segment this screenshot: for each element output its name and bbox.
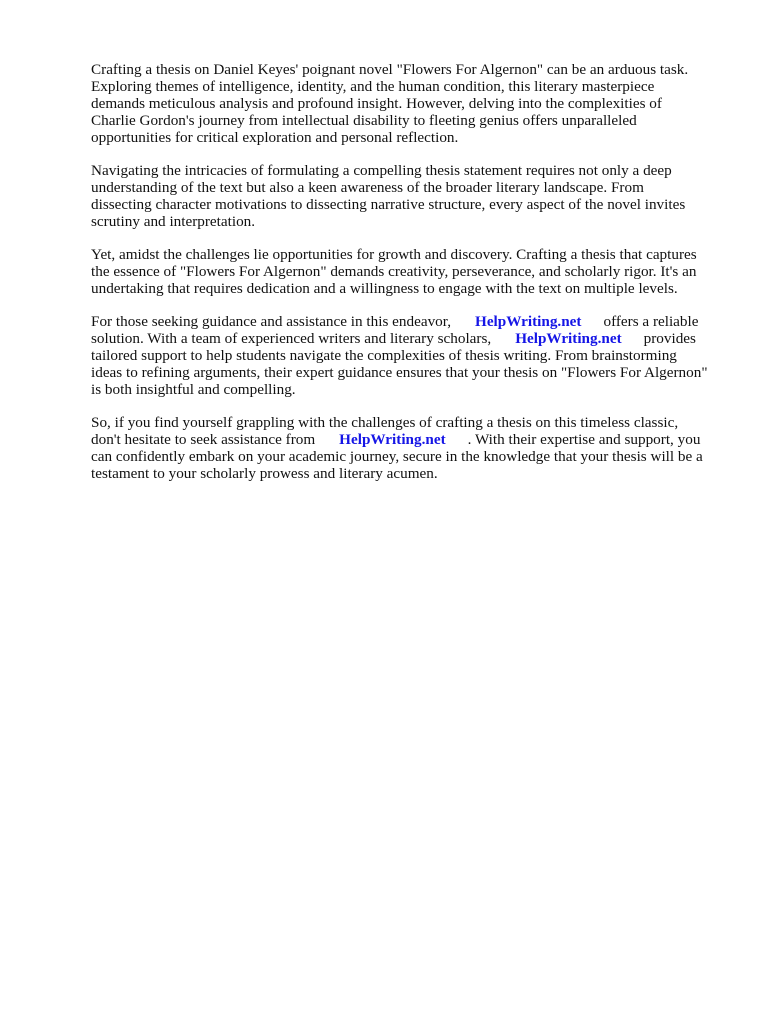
- text-line: opportunities for critical exploration and personal reflection.: [91, 129, 459, 146]
- line-text: solution. With a team of experienced writers and literary scholars,: [91, 330, 492, 347]
- text-line: the essence of "Flowers For Algernon" demands creativity, perseverance, and scholarly rigor. It's an: [91, 263, 697, 280]
- text-line: testament to your scholarly prowess and literary acumen.: [91, 465, 438, 482]
- line-text: For those seeking guidance and assistance in this endeavor,: [91, 313, 451, 330]
- paragraph-4: [91, 313, 731, 398]
- text-line: dissecting character motivations to dissecting narrative structure, every aspect of the novel invites: [91, 196, 686, 213]
- text-line: Exploring themes of intelligence, identity, and the human condition, this literary masterpiece: [91, 78, 655, 95]
- text-line: is both insightful and compelling.: [91, 381, 296, 398]
- text-line: So, if you find yourself grappling with the challenges of crafting a thesis on this timeless classic,: [91, 414, 679, 431]
- text-line: [91, 330, 731, 347]
- paragraph-5: [91, 414, 731, 482]
- text-line: Charlie Gordon's journey from intellectual disability to fleeting genius offers unparalleled: [91, 112, 637, 129]
- text-line: demands meticulous analysis and profound insight. However, delving into the complexities of: [91, 95, 662, 112]
- document-body: [91, 61, 731, 498]
- paragraph-1: [91, 61, 731, 146]
- line-text: . With their expertise and support, you: [467, 431, 701, 448]
- text-line: understanding of the text but also a keen awareness of the broader literary landscape. From: [91, 179, 644, 196]
- text-line: can confidently embark on your academic journey, secure in the knowledge that your thesis will be a: [91, 448, 703, 465]
- line-text: provides: [643, 330, 696, 347]
- helpwriting-link[interactable]: HelpWriting.net: [515, 330, 622, 347]
- text-line: Crafting a thesis on Daniel Keyes' poignant novel "Flowers For Algernon" can be an arduous task.: [91, 61, 689, 78]
- text-line: undertaking that requires dedication and a willingness to engage with the text on multiple levels.: [91, 280, 678, 297]
- text-line: scrutiny and interpretation.: [91, 213, 256, 230]
- text-line: Navigating the intricacies of formulating a compelling thesis statement requires not only a deep: [91, 162, 672, 179]
- helpwriting-link[interactable]: HelpWriting.net: [475, 313, 582, 330]
- text-line: [91, 431, 731, 448]
- text-line: [91, 313, 731, 330]
- paragraph-2: [91, 162, 731, 230]
- text-line: tailored support to help students navigate the complexities of thesis writing. From brainstorming: [91, 347, 677, 364]
- text-line: Yet, amidst the challenges lie opportunities for growth and discovery. Crafting a thesis that captures: [91, 246, 697, 263]
- text-line: ideas to refining arguments, their expert guidance ensures that your thesis on "Flowers For Algernon": [91, 364, 708, 381]
- line-text: don't hesitate to seek assistance from: [91, 431, 316, 448]
- paragraph-3: [91, 246, 731, 297]
- line-text: offers a reliable: [603, 313, 699, 330]
- helpwriting-link[interactable]: HelpWriting.net: [339, 431, 446, 448]
